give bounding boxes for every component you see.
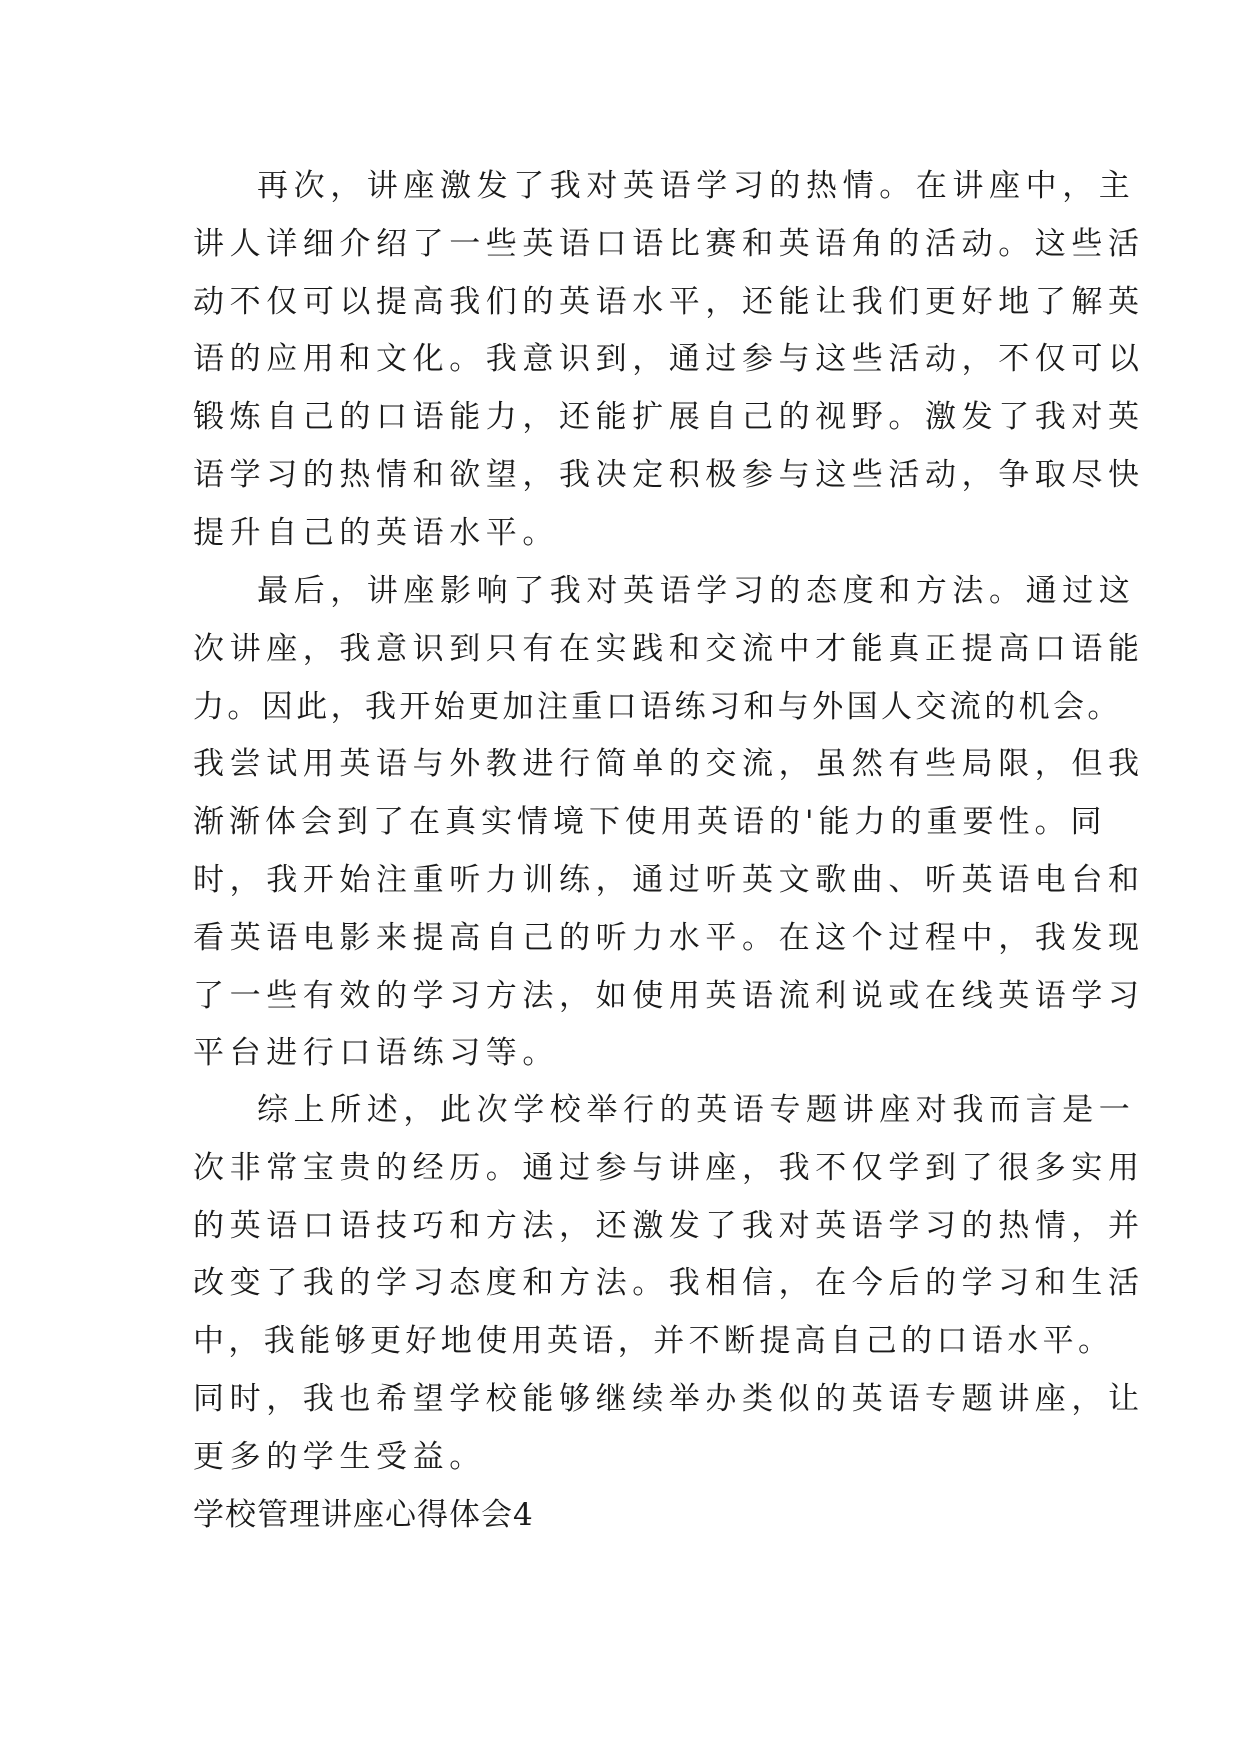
paragraph-line: 次讲座，我意识到只有在实践和交流中才能真正提高口语能	[193, 630, 1145, 667]
section-heading: 学校管理讲座心得体会4	[193, 1497, 534, 1533]
paragraph-line: 动不仅可以提高我们的英语水平，还能让我们更好地了解英	[193, 283, 1145, 320]
paragraph-conclusion	[193, 1082, 1145, 1487]
paragraph-line: 语的应用和文化。我意识到，通过参与这些活动，不仅可以	[193, 341, 1145, 378]
paragraph-line: 再次，讲座激发了我对英语学习的热情。在讲座中，主	[257, 168, 1136, 204]
paragraph-line: 了一些有效的学习方法，如使用英语流利说或在线英语学习	[193, 977, 1145, 1014]
paragraph-line: 锻炼自己的口语能力，还能扩展自己的视野。激发了我对英	[193, 399, 1145, 436]
paragraph-line: 更多的学生受益。	[193, 1438, 486, 1475]
paragraph-line: 最后，讲座影响了我对英语学习的态度和方法。通过这	[257, 573, 1136, 609]
paragraph-line: 我尝试用英语与外教进行简单的交流，虽然有些局限，但我	[193, 746, 1145, 783]
paragraph-line: 语学习的热情和欲望，我决定积极参与这些活动，争取尽快	[193, 456, 1145, 493]
paragraph-line: 看英语电影来提高自己的听力水平。在这个过程中，我发现	[193, 919, 1145, 956]
paragraph-lecture-enthusiasm	[193, 158, 1145, 563]
paragraph-line: 综上所述，此次学校举行的英语专题讲座对我而言是一	[257, 1092, 1136, 1128]
paragraph-lecture-attitude	[193, 563, 1145, 1083]
paragraph-line: 平台进行口语练习等。	[193, 1035, 559, 1072]
paragraph-line: 次非常宝贵的经历。通过参与讲座，我不仅学到了很多实用	[193, 1149, 1145, 1186]
paragraph-line: 渐渐体会到了在真实情境下使用英语的'能力的重要性。同	[193, 804, 1107, 841]
paragraph-line: 改变了我的学习态度和方法。我相信，在今后的学习和生活	[193, 1265, 1145, 1302]
paragraph-line: 中，我能够更好地使用英语，并不断提高自己的口语水平。	[193, 1323, 1114, 1360]
paragraph-line: 力。因此，我开始更加注重口语练习和与外国人交流的机会。	[193, 688, 1122, 725]
paragraph-line: 提升自己的英语水平。	[193, 514, 559, 551]
paragraph-line: 同时，我也希望学校能够继续举办类似的英语专题讲座，让	[193, 1380, 1145, 1417]
paragraph-line: 的英语口语技巧和方法，还激发了我对英语学习的热情，并	[193, 1207, 1145, 1244]
paragraph-line: 时，我开始注重听力训练，通过听英文歌曲、听英语电台和	[193, 861, 1145, 898]
paragraph-line: 讲人详细介绍了一些英语口语比赛和英语角的活动。这些活	[193, 225, 1145, 262]
